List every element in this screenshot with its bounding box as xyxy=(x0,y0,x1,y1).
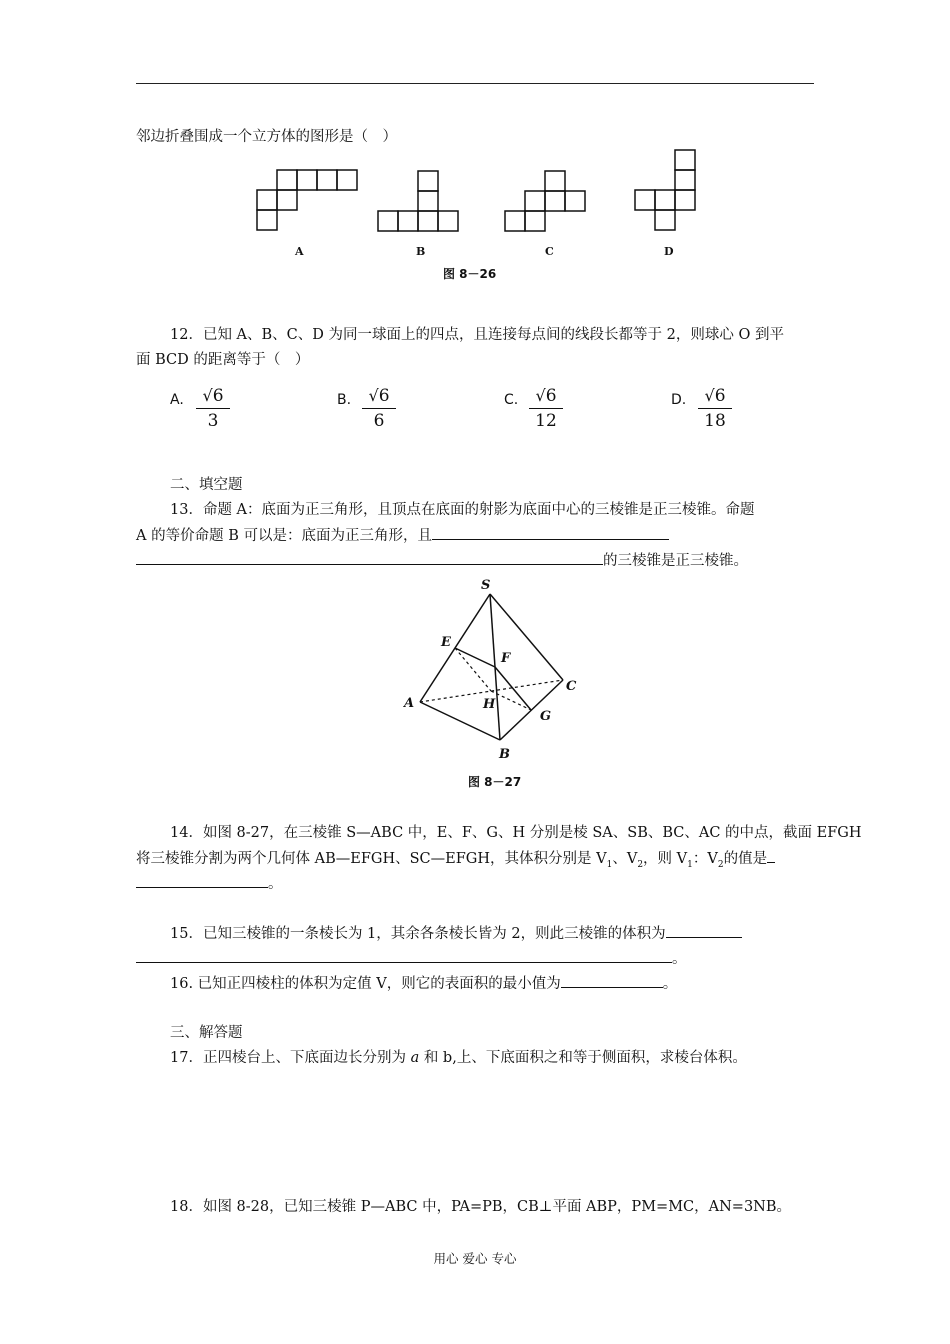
edge-sc xyxy=(490,594,563,680)
q13-answer-blank-1[interactable] xyxy=(432,525,669,540)
intro-line: 邻边折叠围成一个立方体的图形是（ ） xyxy=(136,129,397,145)
q14-answer-blank-start[interactable] xyxy=(767,848,775,863)
q14-line3-tail: 。 xyxy=(268,876,283,892)
q12-line1: 12．已知 A、B、C、D 为同一球面上的四点，且连接每点间的线段长都等于 2，则球心 O 到平 xyxy=(170,327,784,343)
q15-answer-blank-1[interactable] xyxy=(666,923,742,938)
q12-option-a-den: 3 xyxy=(207,411,219,431)
section-solution-heading: 三、解答题 xyxy=(170,1025,243,1041)
figure-8-26 xyxy=(250,148,710,283)
point-label-a: A xyxy=(404,696,415,711)
q12-option-d-num: 6 xyxy=(714,386,726,406)
edge-eh-hidden xyxy=(455,648,491,691)
point-label-s: S xyxy=(481,578,491,593)
edge-bc xyxy=(500,680,563,740)
q12-option-d-label: D. xyxy=(671,392,687,408)
q15-answer-blank-2[interactable] xyxy=(136,948,672,963)
q14-mid-1: 、V xyxy=(612,851,638,867)
q16-answer-blank[interactable] xyxy=(561,973,663,988)
q14-line2-post: 的值是 xyxy=(723,851,768,867)
q14-sub-4: 2 xyxy=(717,859,724,870)
q12-option-a-num: 6 xyxy=(212,386,224,406)
q13-line3-tail: 的三棱锥是正三棱锥。 xyxy=(603,553,748,569)
cube-net-d xyxy=(635,150,695,230)
q14-line2-pre: 将三棱锥分割为两个几何体 AB—EFGH、SC—EFGH，其体积分别是 V xyxy=(136,851,607,867)
q17-post: 和 b,上、下底面积之和等于侧面积，求棱台体积。 xyxy=(419,1050,747,1066)
q17-pre: 17．正四棱台上、下底面边长分别为 xyxy=(170,1050,411,1066)
q15-line2-tail: 。 xyxy=(672,951,687,967)
q12-option-d-fraction: $\frac{√6}{18}$ xyxy=(698,386,732,431)
q14-answer-blank[interactable] xyxy=(136,873,268,888)
q17-line xyxy=(170,1048,747,1068)
q12-option-b-num: 6 xyxy=(378,386,390,406)
cube-net-c xyxy=(505,171,585,231)
q13-line1: 13．命题 A：底面为正三角形，且顶点在底面的射影为底面中心的三棱锥是正三棱锥。命题 xyxy=(170,502,755,518)
point-label-b: B xyxy=(499,747,510,762)
q15-line2 xyxy=(136,948,687,969)
q12-option-d-den: 18 xyxy=(704,411,726,431)
fig26-label-d: D xyxy=(664,245,674,258)
q14-line1: 14．如图 8-27，在三棱锥 S—ABC 中，E、F、G、H 分别是棱 SA、SB、BC、AC 的中点，截面 EFGH xyxy=(170,825,862,841)
cube-net-a xyxy=(257,170,357,230)
point-label-h: H xyxy=(483,697,496,712)
q12-option-c-num: 6 xyxy=(545,386,557,406)
page-footer: 用心 爱心 专心 xyxy=(433,1251,517,1266)
q12-option-a-label: A. xyxy=(170,392,184,408)
q12-line2: 面 BCD 的距离等于（ ） xyxy=(136,352,310,368)
header-rule xyxy=(136,83,814,84)
fig26-label-a: A xyxy=(295,245,304,258)
q13-line2-text: A 的等价命题 B 可以是：底面为正三角形，且 xyxy=(136,528,432,544)
q13-line2 xyxy=(136,525,669,546)
q12-option-c-label: C. xyxy=(504,392,519,408)
q16-text: 16. 已知正四棱柱的体积为定值 V，则它的表面积的最小值为 xyxy=(170,976,561,992)
q14-mid-2: ，则 V xyxy=(643,851,688,867)
fig27-caption: 图 8－27 xyxy=(468,775,522,789)
q14-sub-1: 1 xyxy=(606,859,613,870)
q18-line: 18．如图 8-28，已知三棱锥 P—ABC 中，PA=PB，CB⊥平面 ABP，PM=MC，AN=3NB。 xyxy=(170,1199,792,1215)
figure-8-27 xyxy=(395,572,595,792)
q14-sub-2: 2 xyxy=(637,859,644,870)
fig26-label-b: B xyxy=(416,245,426,258)
q17-var: a xyxy=(410,1050,420,1066)
q12-option-a-fraction: $\frac{√6}{3}$ xyxy=(196,386,230,431)
q12-option-c-den: 12 xyxy=(535,411,557,431)
fig26-label-c: C xyxy=(545,245,554,258)
q13-answer-blank-2[interactable] xyxy=(136,550,603,565)
q16-line xyxy=(170,973,677,994)
section-fill-in-heading: 二、填空题 xyxy=(170,477,243,493)
cube-net-b xyxy=(378,171,458,231)
point-label-f: F xyxy=(501,651,511,666)
q12-option-c-fraction: $\frac{√6}{12}$ xyxy=(529,386,563,431)
q14-line2 xyxy=(136,848,775,875)
q12-option-b-den: 6 xyxy=(373,411,385,431)
q16-tail: 。 xyxy=(662,976,678,992)
point-label-g: G xyxy=(540,709,552,724)
fig26-caption: 图 8－26 xyxy=(443,267,497,281)
q15-line1 xyxy=(170,923,742,944)
q14-line3 xyxy=(136,873,283,894)
edge-ef xyxy=(455,648,495,667)
q14-sub-3: 1 xyxy=(687,859,693,870)
edge-fg xyxy=(495,667,531,710)
q13-line3 xyxy=(136,550,748,571)
q12-option-b-label: B. xyxy=(337,392,352,408)
q12-option-b-fraction: $\frac{√6}{6}$ xyxy=(362,386,396,431)
q14-mid-3: ：V xyxy=(692,851,718,867)
point-label-e: E xyxy=(441,635,451,650)
q15-line1-text: 15．已知三棱锥的一条棱长为 1，其余各条棱长皆为 2，则此三棱锥的体积为 xyxy=(170,926,666,942)
point-label-c: C xyxy=(566,679,577,694)
